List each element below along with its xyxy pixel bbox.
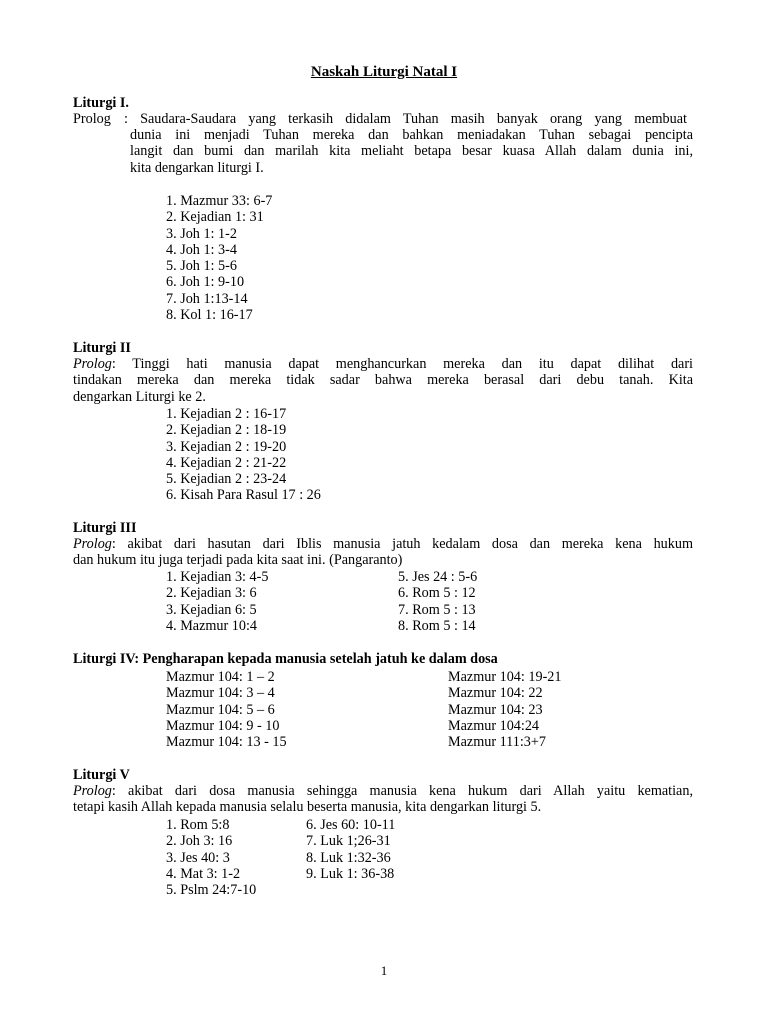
reading-item: 1. Kejadian 3: 4-5 [166, 569, 269, 585]
liturgi-4-readings-left [166, 669, 287, 750]
reading-item: 4. Mazmur 10:4 [166, 617, 258, 634]
reading-item: 5. Joh 1: 5-6 [166, 258, 237, 275]
reading-item: 3. Kejadian 2 : 19-20 [166, 438, 287, 455]
liturgi-4-readings-right [448, 669, 561, 750]
reading-item: 5. Kejadian 2 : 23-24 [166, 471, 287, 488]
liturgi-5-readings-left [166, 817, 256, 898]
liturgi-1-prolog-cont [130, 127, 693, 176]
reading-item: 2. Kejadian 3: 6 [166, 585, 257, 602]
reading-item: 2. Joh 3: 16 [166, 833, 233, 850]
reading-item: 7. Joh 1:13-14 [166, 290, 248, 307]
reading-item: 8. Rom 5 : 14 [398, 617, 476, 634]
reading-item: 6. Jes 60: 10-11 [306, 817, 396, 833]
liturgi-3-heading: Liturgi III [73, 520, 137, 536]
liturgi-5-readings-right [306, 817, 395, 882]
reading-item: 9. Luk 1: 36-38 [306, 865, 395, 882]
liturgi-4-heading: Liturgi IV: Pengharapan kepada manusia setelah jatuh ke dalam dosa [73, 651, 498, 667]
prolog-line: kita dengarkan liturgi I. [130, 159, 264, 176]
reading-item: 2. Kejadian 1: 31 [166, 209, 264, 226]
liturgi-3-readings-right [398, 569, 477, 634]
liturgi-2-readings [166, 406, 321, 504]
prolog-line [73, 536, 693, 552]
prolog-label: Prolog [73, 111, 111, 127]
reading-item: Mazmur 104: 13 - 15 [166, 734, 287, 751]
liturgi-3-readings-left [166, 569, 268, 634]
reading-item: 6. Joh 1: 9-10 [166, 274, 245, 291]
reading-item: Mazmur 104: 23 [448, 701, 543, 718]
prolog-text: : akibat dari hasutan dari Iblis manusia jatuh kedalam dosa dan mereka kena hukum [111, 536, 693, 552]
reading-item: Mazmur 104: 3 – 4 [166, 685, 275, 702]
reading-item: 7. Luk 1;26-31 [306, 833, 391, 850]
prolog-text [124, 111, 687, 127]
prolog-line [73, 356, 693, 372]
prolog-label: Prolog [73, 536, 112, 552]
prolog-text: : Tinggi hati manusia dapat menghancurkan mereka dan itu dapat dilihat dari [111, 356, 693, 372]
page-number: 1 [380, 963, 388, 978]
liturgi-2-prolog [73, 356, 693, 405]
reading-item: 1. Rom 5:8 [166, 817, 230, 833]
reading-item: Mazmur 111:3+7 [448, 734, 546, 751]
reading-item: 6. Kisah Para Rasul 17 : 26 [166, 487, 321, 504]
prolog-text: : akibat dari dosa manusia sehingga manusia kena hukum dari Allah yaitu kematian, [111, 783, 693, 799]
page-title: Naskah Liturgi Natal I [310, 64, 458, 80]
reading-item: 7. Rom 5 : 13 [398, 601, 476, 618]
reading-item: 4. Mat 3: 1-2 [166, 865, 241, 882]
liturgi-1-readings [166, 193, 272, 323]
reading-item: Mazmur 104: 19-21 [448, 669, 562, 685]
prolog-line: dan hukum itu juga terjadi pada kita saat ini. (Pangaranto) [73, 552, 403, 569]
reading-item: Mazmur 104:24 [448, 717, 540, 734]
liturgi-2-heading: Liturgi II [73, 340, 131, 356]
prolog-line: tindakan mereka dan mereka tidak sadar bahwa mereka berasal dari debu tanah. Kita [73, 372, 693, 389]
prolog-line [73, 783, 693, 799]
prolog-line: dengarkan Liturgi ke 2. [73, 388, 206, 405]
reading-item: 5. Pslm 24:7-10 [166, 882, 257, 899]
reading-item: 8. Luk 1:32-36 [306, 849, 391, 866]
reading-item: 3. Joh 1: 1-2 [166, 225, 237, 242]
reading-item: Mazmur 104: 5 – 6 [166, 701, 275, 718]
reading-item: 4. Kejadian 2 : 21-22 [166, 454, 287, 471]
liturgi-1-heading: Liturgi I. [73, 95, 129, 111]
reading-item: Mazmur 104: 22 [448, 685, 543, 702]
prolog-line: tetapi kasih Allah kepada manusia selalu beserta manusia, kita dengarkan liturgi 5. [73, 799, 542, 816]
prolog-line: langit dan bumi dan marilah kita meliaht betapa besar kuasa Allah dalam dunia ini, [130, 143, 693, 160]
reading-item: 4. Joh 1: 3-4 [166, 241, 237, 258]
liturgi-5-prolog [73, 783, 693, 816]
liturgi-5-heading: Liturgi V [73, 767, 130, 783]
reading-item: 8. Kol 1: 16-17 [166, 307, 253, 324]
liturgi-3-prolog [73, 536, 693, 569]
reading-item: 3. Kejadian 6: 5 [166, 601, 257, 618]
reading-item: 1. Mazmur 33: 6-7 [166, 193, 273, 209]
prolog-line: dunia ini menjadi Tuhan mereka dan bahkan meniadakan Tuhan sebagai pencipta [130, 127, 693, 143]
reading-item: Mazmur 104: 1 – 2 [166, 669, 275, 685]
prolog-label: Prolog [73, 783, 112, 799]
prolog-line: : Saudara-Saudara yang terkasih didalam Tuhan masih banyak orang yang membuat [124, 111, 687, 127]
reading-item: 3. Jes 40: 3 [166, 849, 230, 866]
prolog-label: Prolog [73, 356, 112, 372]
reading-item: Mazmur 104: 9 - 10 [166, 717, 280, 734]
reading-item: 6. Rom 5 : 12 [398, 585, 476, 602]
reading-item: 2. Kejadian 2 : 18-19 [166, 422, 287, 439]
reading-item: 5. Jes 24 : 5-6 [398, 569, 478, 585]
reading-item: 1. Kejadian 2 : 16-17 [166, 406, 287, 422]
